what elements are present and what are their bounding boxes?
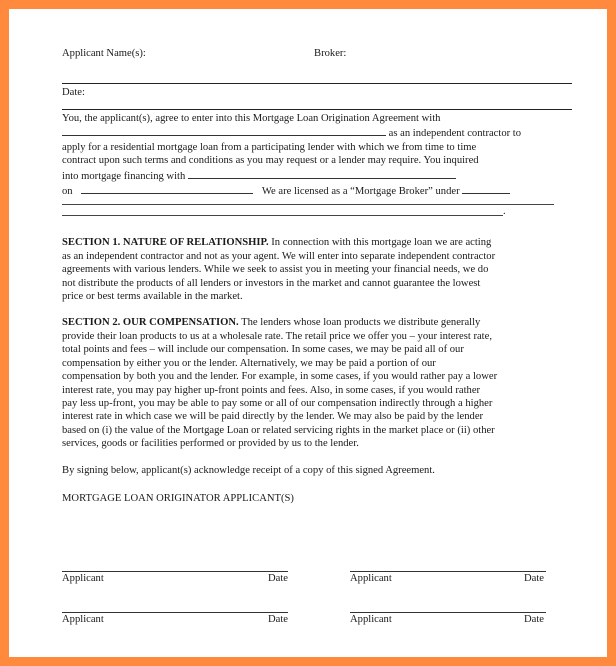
header-row <box>62 47 572 61</box>
section-line: as an independent contractor and not as your agent. We will enter into separate independent contractor <box>62 250 496 262</box>
section-2-title: SECTION 2. OUR COMPENSATION. <box>62 317 239 329</box>
date-divider <box>62 109 572 110</box>
section-line: not distribute the products of all lenders or investors in the market and cannot guarantee the lowest <box>62 277 481 289</box>
section-1-title: SECTION 1. NATURE OF RELATIONSHIP. <box>62 237 269 249</box>
applicant-label: Applicant <box>350 573 392 584</box>
blank-line[interactable] <box>62 215 503 216</box>
section-line <box>62 316 572 329</box>
date-label: Date: <box>62 87 85 98</box>
intro-line <box>62 125 572 140</box>
section-line: services, goods or facilities performed or provided by us to the lender. <box>62 438 359 450</box>
license-field[interactable] <box>462 183 510 194</box>
signatures-heading: MORTGAGE LOAN ORIGINATOR APPLICANT(S) <box>62 492 294 504</box>
date-label: Date <box>268 614 288 625</box>
intro-text: into mortgage financing with <box>62 170 186 182</box>
intro-text: We are licensed as a “Mortgage Broker” under <box>261 186 460 198</box>
section-text: The lenders whose loan products we distribute generally <box>241 317 481 329</box>
section-line <box>62 236 572 249</box>
acknowledgement-text: By signing below, applicant(s) acknowledge receipt of a copy of this signed Agreement. <box>62 464 435 476</box>
period-mark: . <box>503 206 506 218</box>
agreement-document <box>62 47 572 625</box>
date-label: Date <box>524 614 544 625</box>
section-1 <box>62 236 572 303</box>
date-label: Date <box>268 573 288 584</box>
intro-line: apply for a residential mortgage loan from a participating lender with which we from time to time <box>62 141 477 153</box>
broker-label: Broker: <box>314 48 347 59</box>
blank-line-row <box>62 205 572 217</box>
applicant-label: Applicant <box>62 573 104 584</box>
applicant-names-label: Applicant Name(s): <box>62 48 146 59</box>
header-divider <box>62 83 572 84</box>
intro-text: on <box>62 186 73 198</box>
section-text: In connection with this mortgage loan we are acting <box>271 237 492 249</box>
intro-line: You, the applicant(s), agree to enter into this Mortgage Loan Origination Agreement with <box>62 113 441 124</box>
section-line: pay less up-front, you may be able to pay some or all of our compensation indirectly through a higher <box>62 397 493 409</box>
section-line: compensation by either you or the lender. Alternatively, we may be paid a portion of our <box>62 357 436 369</box>
section-line: price or best terms available in the market. <box>62 291 243 303</box>
on-date-field[interactable] <box>81 183 253 194</box>
section-line: agreements with various lenders. While we seek to assist you in meeting your financial needs, we do <box>62 264 489 276</box>
intro-line: contract upon such terms and conditions as you may request or a lender may require. You inquired <box>62 155 479 167</box>
applicant-label: Applicant <box>350 614 392 625</box>
intro-text: as an independent contractor to <box>388 128 522 140</box>
date-label: Date <box>524 573 544 584</box>
section-line: provide their loan products to us at a wholesale rate. The retail price we offer you – your interest rate, <box>62 330 492 342</box>
section-2 <box>62 316 572 450</box>
applicant-label: Applicant <box>62 614 104 625</box>
intro-line <box>62 168 572 183</box>
section-line: interest rate in which case we will be paid directly by the lender. We may also be paid by the lender <box>62 411 484 423</box>
section-line: total points and fees – will include our compensation. In some cases, we may be paid all of our <box>62 344 464 356</box>
date-row <box>62 86 572 100</box>
financing-field[interactable] <box>188 168 456 179</box>
intro-line <box>62 183 572 198</box>
document-page <box>9 9 607 657</box>
section-line: interest rate, you may pay higher up-front points and fees. Also, in some cases, if you would rather <box>62 384 481 396</box>
section-line: compensation by both you and the lender. For example, in some cases, if you would rather pay a lower <box>62 371 498 383</box>
intro-paragraph <box>62 112 572 217</box>
contractor-name-field[interactable] <box>62 125 386 136</box>
section-line: based on (i) the value of the Mortgage Loan or related servicing rights in the market place or (ii) other <box>62 424 495 436</box>
